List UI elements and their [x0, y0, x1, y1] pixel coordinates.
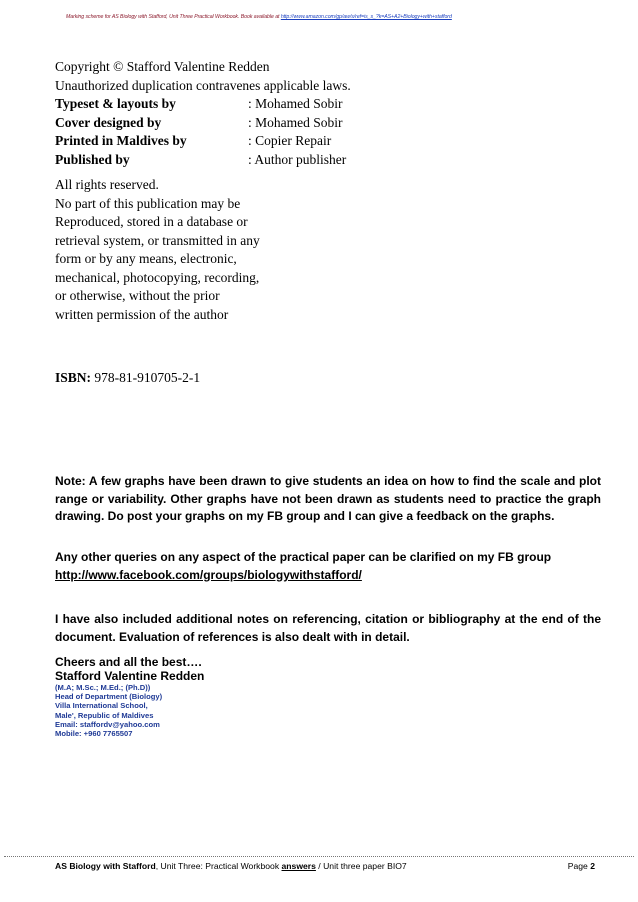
- note-paragraph: Note: A few graphs have been drawn to give students an idea on how to find the scale and plot range or variability. Other graphs have not been drawn as students need to practice the graph drawing. Do post your graphs on my FB group and I can give a feedback on the graphs.: [55, 474, 601, 523]
- queries-text: Any other queries on any aspect of the practical paper can be clarified on my FB group: [55, 550, 552, 564]
- rights-line: No part of this publication may be: [55, 195, 241, 211]
- page-number: Page 2: [567, 861, 595, 871]
- page-header: [66, 14, 586, 20]
- author-name: Stafford Valentine Redden: [55, 669, 205, 683]
- amazon-link[interactable]: http://www.amazon.com/gp/aw/s/ref=is_s_?k=AS+A2+Biology+with+stafford: [280, 14, 452, 20]
- references-paragraph: I have also included additional notes on referencing, citation or bibliography at the end of the document. Evaluation of references is also dealt with in detail.: [55, 612, 601, 644]
- footer-title: AS Biology with Stafford, Unit Three: Practical Workbook answers / Unit three paper BIO7: [55, 861, 407, 871]
- copyright-block: [55, 58, 351, 169]
- school-line: Villa International School,: [55, 701, 148, 711]
- rights-line: or otherwise, without the prior: [55, 288, 220, 303]
- credit-row: Published by : Author publisher: [55, 151, 347, 167]
- rights-line: All rights reserved.: [55, 177, 159, 192]
- isbn: [55, 369, 200, 388]
- rights-line: mechanical, photocopying, recording,: [55, 269, 260, 285]
- rights-block: [55, 176, 260, 324]
- copyright-line: Copyright © Stafford Valentine Redden: [55, 59, 270, 74]
- queries-paragraph: [55, 549, 601, 584]
- header-text: Marking scheme for AS Biology with Stafford, Unit Three Practical Workbook. Book available at: [66, 14, 281, 20]
- unauthorized-line: Unauthorized duplication contravenes applicable laws.: [55, 77, 351, 93]
- credit-row: Typeset & layouts by : Mohamed Sobir: [55, 96, 343, 111]
- cheers-text: Cheers and all the best….: [55, 655, 202, 669]
- email-line: Email: staffordv@yahoo.com: [55, 719, 160, 729]
- isbn-label: ISBN:: [55, 370, 92, 385]
- facebook-link[interactable]: http://www.facebook.com/groups/biologywithstafford/: [55, 567, 362, 582]
- rights-line: written permission of the author: [55, 306, 229, 322]
- signature-block: [55, 655, 204, 738]
- credit-row: Printed in Maldives by : Copier Repair: [55, 133, 332, 148]
- footer-divider: [4, 856, 634, 857]
- rights-line: retrieval system, or transmitted in any: [55, 232, 260, 248]
- position-line: Head of Department (Biology): [55, 692, 163, 702]
- mobile-line: Mobile: +960 7765507: [55, 729, 133, 739]
- rights-line: Reproduced, stored in a database or: [55, 214, 248, 229]
- isbn-value: 978-81-910705-2-1: [91, 370, 201, 385]
- location-line: Male', Republic of Maldives: [55, 710, 154, 720]
- degrees-line: (M.A; M.Sc.; M.Ed.; (Ph.D)): [55, 683, 151, 692]
- page-footer: [55, 861, 595, 871]
- credit-row: Cover designed by : Mohamed Sobir: [55, 114, 343, 130]
- rights-line: form or by any means, electronic,: [55, 251, 237, 266]
